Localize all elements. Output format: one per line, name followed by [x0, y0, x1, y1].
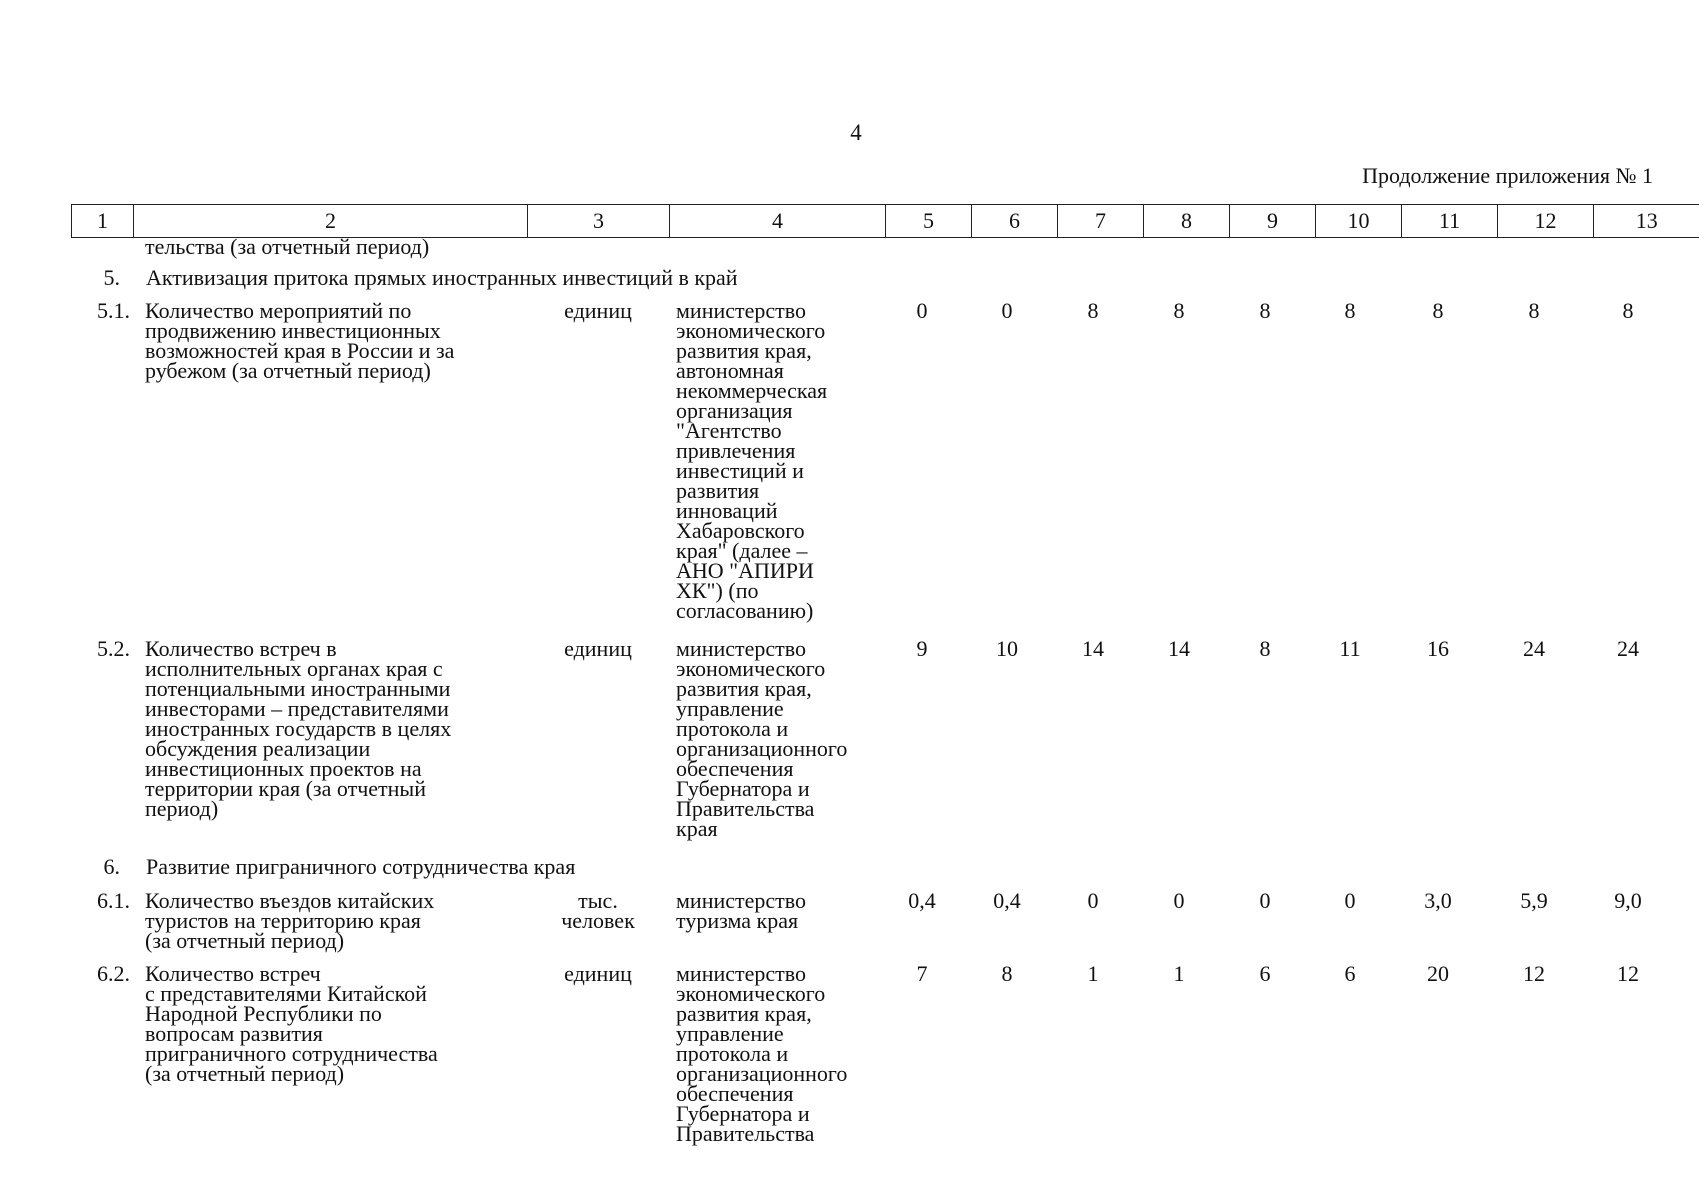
- section-number: 5.: [103, 265, 120, 290]
- cell-line: развития края,: [676, 338, 812, 363]
- row-number: 6.2.: [97, 961, 130, 986]
- cell-line: инноваций: [676, 498, 778, 523]
- cell-line: вопросам развития: [145, 1021, 323, 1046]
- cell-line: края: [676, 816, 718, 841]
- value-col-6: 8: [1001, 961, 1013, 986]
- value-col-13: 12: [1617, 961, 1639, 986]
- cell-line: управление: [676, 696, 784, 721]
- value-col-7: 14: [1082, 636, 1104, 661]
- unit-of-measure: [548, 298, 648, 323]
- cell-line: Губернатора и: [676, 776, 810, 801]
- value-col-10: 11: [1339, 636, 1361, 661]
- cell-line: (за отчетный период): [145, 1061, 345, 1086]
- value-col-13: 24: [1617, 636, 1639, 661]
- cell-line: Количество въездов китайских: [145, 888, 435, 913]
- header-col-1: 1: [72, 205, 134, 238]
- page-number: 4: [850, 120, 862, 145]
- cell-line: "Агентство: [676, 418, 782, 443]
- cell-line: АНО "АПИРИ: [676, 558, 814, 583]
- cell-line: экономического: [676, 981, 826, 1006]
- value-col-13: 9,0: [1614, 888, 1642, 913]
- header-col-6: 6: [972, 205, 1058, 238]
- appendix-continuation-label: Продолжение приложения № 1: [1362, 163, 1653, 188]
- value-col-7: 0: [1087, 888, 1099, 913]
- cell-line: управление: [676, 1021, 784, 1046]
- header-col-5: 5: [886, 205, 972, 238]
- responsible-party: [676, 636, 881, 841]
- value-col-6: 0,4: [993, 888, 1021, 913]
- cell-line: Правительства: [676, 796, 815, 821]
- section-title: Развитие приграничного сотрудничества края: [146, 854, 576, 879]
- value-col-11: 16: [1427, 636, 1449, 661]
- cell-line: территории края (за отчетный: [145, 776, 426, 801]
- value-col-11: 20: [1427, 961, 1449, 986]
- value-col-7: 1: [1087, 961, 1099, 986]
- cell-line: Количество встреч: [145, 961, 321, 986]
- value-col-5: 7: [916, 961, 928, 986]
- cell-line: инвестиционных проектов на: [145, 756, 422, 781]
- value-col-12: 12: [1523, 961, 1545, 986]
- value-col-5: 9: [916, 636, 928, 661]
- cell-line: министерство: [676, 961, 807, 986]
- cell-line: развития: [676, 478, 760, 503]
- cell-line: организационного: [676, 1061, 848, 1086]
- carryover-text: тельства (за отчетный период): [145, 234, 430, 259]
- value-col-12: 5,9: [1520, 888, 1548, 913]
- indicator-name: [145, 888, 550, 953]
- indicator-name: [145, 298, 550, 383]
- cell-line: развития края,: [676, 1001, 812, 1026]
- cell-line: Губернатора и: [676, 1101, 810, 1126]
- header-col-7: 7: [1058, 205, 1144, 238]
- cell-line: обеспечения: [676, 756, 794, 781]
- cell-line: продвижению инвестиционных: [145, 318, 441, 343]
- cell-line: единиц: [564, 636, 632, 661]
- value-col-9: 8: [1259, 636, 1271, 661]
- cell-line: экономического: [676, 318, 826, 343]
- value-col-7: 8: [1087, 298, 1099, 323]
- cell-line: человек: [561, 908, 635, 933]
- cell-line: исполнительных органах края с: [145, 656, 443, 681]
- cell-line: протокола и: [676, 1041, 789, 1066]
- cell-line: период): [145, 796, 219, 821]
- responsible-party: [676, 961, 881, 1146]
- value-col-6: 0: [1001, 298, 1013, 323]
- header-col-13: 13: [1594, 205, 1699, 238]
- value-col-9: 8: [1259, 298, 1271, 323]
- row-number: 5.1.: [97, 298, 130, 323]
- cell-line: министерство: [676, 298, 807, 323]
- value-col-12: 8: [1528, 298, 1540, 323]
- cell-line: иностранных государств в целях: [145, 716, 452, 741]
- cell-line: возможностей края в России и за: [145, 338, 455, 363]
- header-col-10: 10: [1316, 205, 1402, 238]
- cell-line: инвестиций и: [676, 458, 804, 483]
- header-col-12: 12: [1498, 205, 1594, 238]
- header-col-4: 4: [670, 205, 886, 238]
- value-col-9: 0: [1259, 888, 1271, 913]
- cell-line: Количество мероприятий по: [145, 298, 412, 323]
- header-col-3: 3: [528, 205, 670, 238]
- value-col-8: 14: [1168, 636, 1190, 661]
- cell-line: инвесторами – представителями: [145, 696, 449, 721]
- unit-of-measure: [548, 636, 648, 661]
- column-number-header: [71, 204, 1699, 238]
- cell-line: с представителями Китайской: [145, 981, 427, 1006]
- cell-line: привлечения: [676, 438, 796, 463]
- cell-line: потенциальными иностранными: [145, 676, 451, 701]
- responsible-party: [676, 888, 881, 933]
- cell-line: Хабаровского: [676, 518, 805, 543]
- indicator-name: [145, 961, 550, 1086]
- value-col-12: 24: [1523, 636, 1545, 661]
- cell-line: рубежом (за отчетный период): [145, 358, 431, 383]
- header-col-8: 8: [1144, 205, 1230, 238]
- cell-line: обсуждения реализации: [145, 736, 371, 761]
- cell-line: организация: [676, 398, 793, 423]
- indicator-name: [145, 636, 550, 821]
- value-col-5: 0: [916, 298, 928, 323]
- section-number: 6.: [103, 854, 120, 879]
- cell-line: туризма края: [676, 908, 799, 933]
- value-col-10: 6: [1344, 961, 1356, 986]
- cell-line: организационного: [676, 736, 848, 761]
- cell-line: протокола и: [676, 716, 789, 741]
- row-number: 5.2.: [97, 636, 130, 661]
- value-col-5: 0,4: [908, 888, 936, 913]
- header-col-2: 2: [134, 205, 528, 238]
- cell-line: единиц: [564, 961, 632, 986]
- cell-line: некоммерческая: [676, 378, 828, 403]
- value-col-13: 8: [1622, 298, 1634, 323]
- value-col-8: 1: [1173, 961, 1185, 986]
- cell-line: министерство: [676, 888, 807, 913]
- cell-line: приграничного сотрудничества: [145, 1041, 438, 1066]
- cell-line: тыс.: [578, 888, 618, 913]
- responsible-party: [676, 298, 881, 623]
- cell-line: Правительства: [676, 1121, 815, 1146]
- section-title: Активизация притока прямых иностранных инвестиций в край: [146, 265, 738, 290]
- cell-line: Количество встреч в: [145, 636, 337, 661]
- value-col-8: 0: [1173, 888, 1185, 913]
- value-col-10: 0: [1344, 888, 1356, 913]
- value-col-11: 3,0: [1424, 888, 1452, 913]
- value-col-9: 6: [1259, 961, 1271, 986]
- value-col-10: 8: [1344, 298, 1356, 323]
- cell-line: согласованию): [676, 598, 814, 623]
- unit-of-measure: [548, 888, 648, 933]
- cell-line: (за отчетный период): [145, 928, 345, 953]
- cell-line: обеспечения: [676, 1081, 794, 1106]
- unit-of-measure: [548, 961, 648, 986]
- header-col-9: 9: [1230, 205, 1316, 238]
- cell-line: туристов на территорию края: [145, 908, 421, 933]
- value-col-8: 8: [1173, 298, 1185, 323]
- row-number: 6.1.: [97, 888, 130, 913]
- value-col-11: 8: [1432, 298, 1444, 323]
- cell-line: развития края,: [676, 676, 812, 701]
- value-col-6: 10: [996, 636, 1018, 661]
- cell-line: ХК") (по: [676, 578, 759, 603]
- cell-line: министерство: [676, 636, 807, 661]
- cell-line: экономического: [676, 656, 826, 681]
- header-col-11: 11: [1402, 205, 1498, 238]
- cell-line: автономная: [676, 358, 784, 383]
- cell-line: края" (далее –: [676, 538, 808, 563]
- cell-line: Народной Республики по: [145, 1001, 382, 1026]
- cell-line: единиц: [564, 298, 632, 323]
